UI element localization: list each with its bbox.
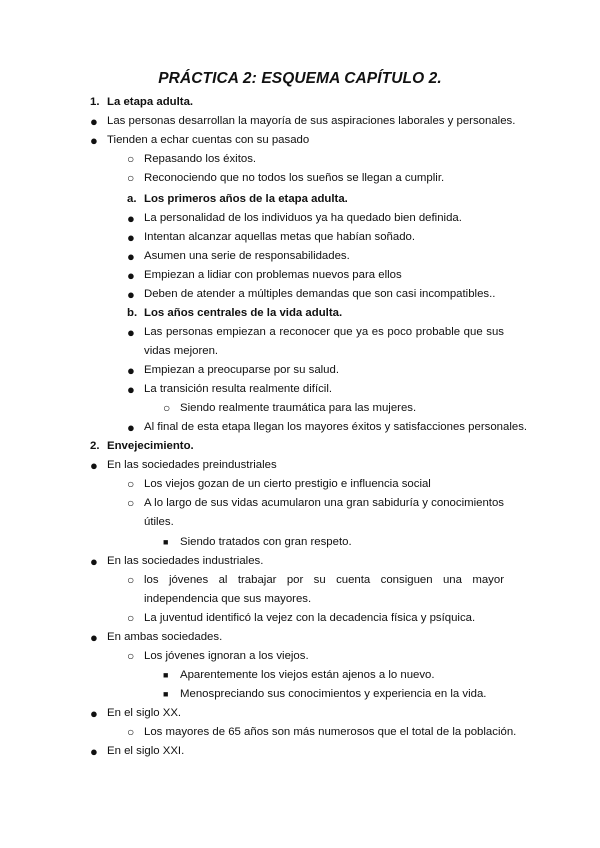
list-item: La transición resulta realmente difícil. — [144, 383, 333, 395]
list-item: Aparentemente los viejos están ajenos a lo nuevo. — [180, 669, 435, 681]
list-item: Las personas desarrollan la mayoría de sus aspiraciones laborales y personales. — [107, 115, 516, 127]
list-item: En el siglo XX. — [107, 707, 182, 719]
list-item: Deben de atender a múltiples demandas que son casi incompatibles.. — [144, 288, 496, 300]
list-item: Las personas empiezan a reconocer que ya es poco probable que sus vidas mejoren. — [144, 326, 504, 357]
list-item: La personalidad de los individuos ya ha quedado bien definida. — [144, 212, 462, 224]
list-item: En las sociedades preindustriales — [107, 459, 277, 471]
circle-marker: ○ — [127, 496, 135, 510]
list-item: Reconociendo que no todos los sueños se llegan a cumplir. — [144, 172, 445, 184]
list-item: En las sociedades industriales. — [107, 555, 264, 567]
bullet-marker: ● — [127, 268, 135, 283]
bullet-marker: ● — [127, 249, 135, 264]
bullet-marker: ● — [90, 114, 98, 129]
list-item: Siendo realmente traumática para las mujeres. — [180, 402, 417, 414]
section-number: 1. — [90, 96, 100, 108]
list-item: los jóvenes al trabajar por su cuenta consiguen una mayor independencia que sus mayores. — [144, 574, 504, 605]
list-item: Tienden a echar cuentas con su pasado — [107, 134, 310, 146]
list-item: Los jóvenes ignoran a los viejos. — [144, 650, 309, 662]
list-item: Intentan alcanzar aquellas metas que habían soñado. — [144, 231, 416, 243]
bullet-marker: ● — [90, 133, 98, 148]
list-item: La juventud identificó la vejez con la decadencia física y psíquica. — [144, 612, 476, 624]
bullet-marker: ● — [127, 382, 135, 397]
list-item: Siendo tratados con gran respeto. — [180, 536, 352, 548]
bullet-marker: ● — [90, 458, 98, 473]
list-item: Asumen una serie de responsabilidades. — [144, 250, 350, 262]
bullet-marker: ● — [127, 325, 135, 340]
bullet-marker: ● — [90, 744, 98, 759]
bullet-marker: ● — [90, 630, 98, 645]
bullet-marker: ● — [127, 211, 135, 226]
bullet-marker: ● — [127, 363, 135, 378]
circle-marker: ○ — [127, 152, 135, 166]
square-marker: ■ — [163, 689, 169, 699]
list-item: En ambas sociedades. — [107, 631, 223, 643]
list-item: Al final de esta etapa llegan los mayores éxitos y satisfacciones personales. — [144, 421, 528, 433]
section-heading: La etapa adulta. — [107, 96, 194, 108]
circle-marker: ○ — [163, 401, 171, 415]
list-item: Repasando los éxitos. — [144, 153, 257, 165]
subsection-heading: Los primeros años de la etapa adulta. — [144, 193, 348, 205]
subsection-letter: b. — [127, 307, 138, 319]
bullet-marker: ● — [127, 287, 135, 302]
list-item: Los viejos gozan de un cierto prestigio e influencia social — [144, 478, 431, 490]
list-item: A lo largo de sus vidas acumularon una gran sabiduría y conocimientos útiles. — [144, 497, 504, 528]
circle-marker: ○ — [127, 611, 135, 625]
document-title: PRÁCTICA 2: ESQUEMA CAPÍTULO 2. — [158, 70, 442, 87]
list-item: Menospreciando sus conocimientos y experiencia en la vida. — [180, 688, 487, 700]
square-marker: ■ — [163, 670, 169, 680]
list-item: En el siglo XXI. — [107, 745, 185, 757]
list-item: Empiezan a preocuparse por su salud. — [144, 364, 340, 376]
circle-marker: ○ — [127, 171, 135, 185]
list-item: Empiezan a lidiar con problemas nuevos para ellos — [144, 269, 402, 281]
subsection-heading: Los años centrales de la vida adulta. — [144, 307, 343, 319]
subsection-letter: a. — [127, 193, 137, 205]
list-item: Los mayores de 65 años son más numerosos que el total de la población. — [144, 726, 517, 738]
section-number: 2. — [90, 440, 100, 452]
circle-marker: ○ — [127, 477, 135, 491]
circle-marker: ○ — [127, 649, 135, 663]
circle-marker: ○ — [127, 573, 135, 587]
bullet-marker: ● — [90, 554, 98, 569]
section-heading: Envejecimiento. — [107, 440, 194, 452]
bullet-marker: ● — [127, 420, 135, 435]
square-marker: ■ — [163, 537, 169, 547]
bullet-marker: ● — [127, 230, 135, 245]
bullet-marker: ● — [90, 706, 98, 721]
circle-marker: ○ — [127, 725, 135, 739]
